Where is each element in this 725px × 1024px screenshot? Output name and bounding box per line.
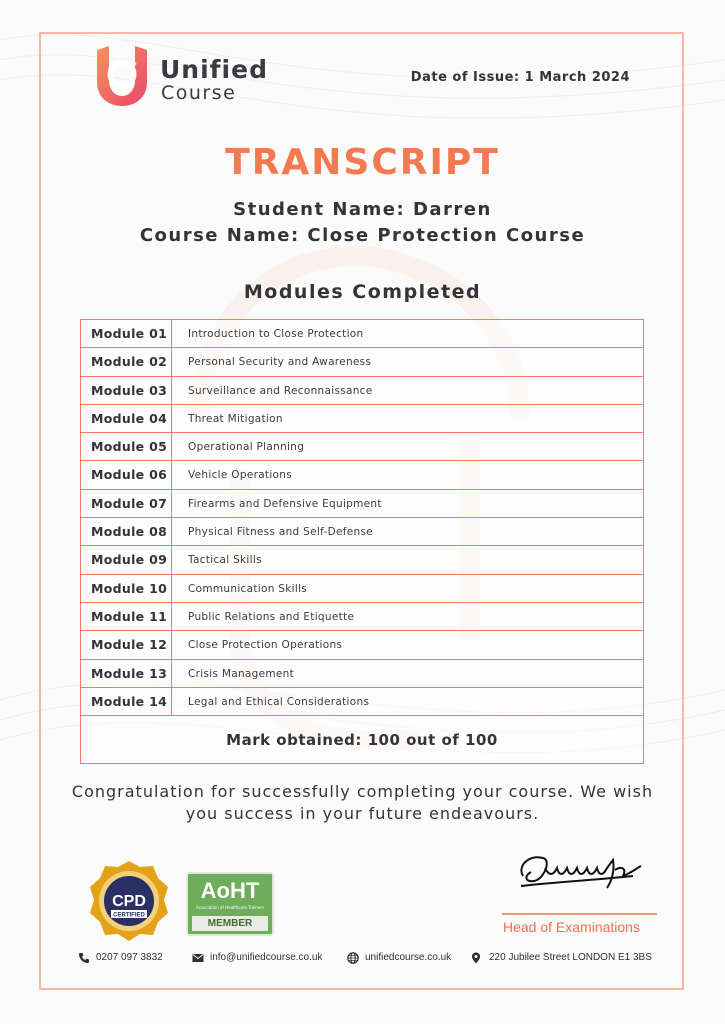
signatory-title: Head of Examinations xyxy=(503,919,640,935)
module-code: Module 08 xyxy=(81,518,172,545)
module-row xyxy=(81,631,643,659)
module-code: Module 01 xyxy=(81,320,172,347)
module-name: Vehicle Operations xyxy=(188,469,293,482)
contact-website[interactable]: unifiedcourse.co.uk xyxy=(365,952,452,963)
module-code: Module 05 xyxy=(81,433,172,460)
module-code: Module 14 xyxy=(81,688,172,715)
module-row xyxy=(81,377,643,405)
aoht-member-badge xyxy=(186,872,274,936)
date-of-issue: Date of Issue: 1 March 2024 xyxy=(410,70,630,85)
contact-email[interactable]: info@unifiedcourse.co.uk xyxy=(210,952,323,963)
module-name: Surveillance and Reconnaissance xyxy=(188,384,373,397)
cpd-badge-text: CPD xyxy=(112,893,146,910)
module-row xyxy=(81,575,643,603)
module-name: Operational Planning xyxy=(188,441,305,454)
brand-name: Unified xyxy=(160,55,268,84)
signature-line xyxy=(502,913,657,915)
module-name: Communication Skills xyxy=(188,582,308,595)
phone-icon xyxy=(78,952,90,964)
module-name: Legal and Ethical Considerations xyxy=(188,695,370,708)
module-code: Module 06 xyxy=(81,461,172,488)
module-code: Module 07 xyxy=(81,490,172,517)
email-icon xyxy=(192,952,204,964)
module-row xyxy=(81,688,643,716)
module-code: Module 13 xyxy=(81,660,172,687)
unified-course-logo-icon xyxy=(93,44,151,108)
module-code: Module 02 xyxy=(81,348,172,375)
module-row xyxy=(81,490,643,518)
modules-heading: Modules Completed xyxy=(243,281,482,303)
module-row xyxy=(81,348,643,376)
module-name: Introduction to Close Protection xyxy=(188,328,364,340)
location-pin-icon xyxy=(470,952,482,964)
module-code: Module 10 xyxy=(81,575,172,602)
module-name: Threat Mitigation xyxy=(188,412,283,425)
module-code: Module 12 xyxy=(81,631,172,658)
student-name: Student Name: Darren xyxy=(233,199,492,220)
brand-subname: Course xyxy=(161,82,237,104)
aoht-badge-member: MEMBER xyxy=(192,916,268,931)
congratulation-message: Congratulation for successfully completing your course. We wish you success in your future endeavours. xyxy=(71,782,654,823)
module-name: Physical Fitness and Self-Defense xyxy=(188,526,373,539)
module-row xyxy=(81,405,643,433)
module-row xyxy=(81,518,643,546)
contact-address: 220 Jubilee Street LONDON E1 3BS xyxy=(489,952,652,963)
module-code: Module 09 xyxy=(81,546,172,573)
aoht-badge-text: AoHT xyxy=(200,878,260,903)
module-row xyxy=(81,603,643,631)
signature-image xyxy=(515,846,645,906)
module-row xyxy=(81,433,643,461)
module-row xyxy=(81,660,643,688)
module-code: Module 04 xyxy=(81,405,172,432)
cpd-badge-subtext: CERTIFIED xyxy=(113,912,145,919)
module-name: Public Relations and Etiquette xyxy=(188,610,355,623)
module-name: Crisis Management xyxy=(188,667,295,680)
module-code: Module 11 xyxy=(81,603,172,630)
cpd-certified-badge-icon xyxy=(88,860,170,942)
contact-phone: 0207 097 3832 xyxy=(96,952,163,963)
module-name: Tactical Skills xyxy=(188,554,262,567)
module-row xyxy=(81,320,643,348)
course-name: Course Name: Close Protection Course xyxy=(139,225,586,246)
module-row xyxy=(81,461,643,489)
module-name: Firearms and Defensive Equipment xyxy=(188,497,382,510)
globe-icon xyxy=(347,952,359,964)
document-title: TRANSCRIPT xyxy=(225,142,500,183)
module-name: Personal Security and Awareness xyxy=(188,356,372,369)
module-name: Close Protection Operations xyxy=(188,639,343,652)
modules-table xyxy=(80,319,644,764)
module-row xyxy=(81,546,643,574)
aoht-badge-subtext: Association of Healthcare Trainers xyxy=(195,905,265,910)
module-code: Module 03 xyxy=(81,377,172,404)
mark-obtained: Mark obtained: 100 out of 100 xyxy=(226,731,498,749)
